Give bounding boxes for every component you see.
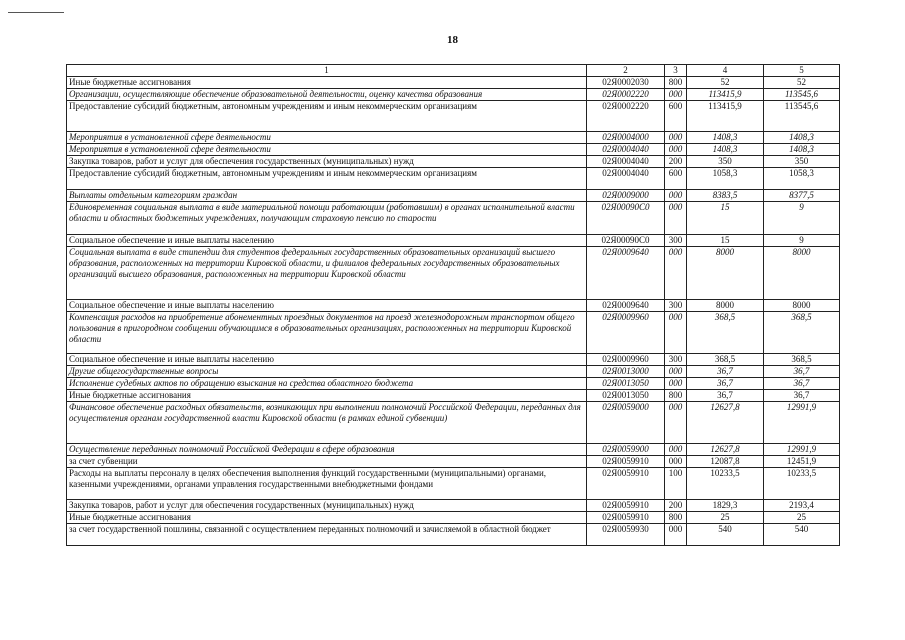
row-value-2-cell: 25 bbox=[764, 512, 840, 524]
row-code-cell: 02Я0004000 bbox=[587, 132, 665, 144]
row-type-cell: 000 bbox=[665, 402, 687, 444]
row-type-cell: 000 bbox=[665, 144, 687, 156]
row-value-2-cell: 1058,3 bbox=[764, 168, 840, 190]
table-row bbox=[67, 156, 840, 168]
row-type-cell: 100 bbox=[665, 468, 687, 500]
page-number: 18 bbox=[447, 34, 458, 46]
top-rule bbox=[8, 12, 64, 13]
row-value-2-cell: 1408,3 bbox=[764, 132, 840, 144]
row-name-cell: Мероприятия в установленной сфере деятельности bbox=[67, 144, 587, 156]
row-type-cell: 800 bbox=[665, 77, 687, 89]
table-row bbox=[67, 354, 840, 366]
row-value-2-cell: 8377,5 bbox=[764, 190, 840, 202]
row-value-1-cell: 1408,3 bbox=[687, 132, 764, 144]
budget-table bbox=[66, 64, 840, 546]
row-value-1-cell: 368,5 bbox=[687, 312, 764, 354]
row-value-2-cell: 113545,6 bbox=[764, 101, 840, 132]
header-cell-code: 2 bbox=[587, 65, 665, 77]
header-cell-value-1: 4 bbox=[687, 65, 764, 77]
table-row bbox=[67, 300, 840, 312]
row-code-cell: 02Я0059000 bbox=[587, 402, 665, 444]
row-name-cell: Расходы на выплаты персоналу в целях обеспечения выполнения функций государственными (муниципальными) органами, казенными учреждениями, органами управления государственными внебюджетными фондами bbox=[67, 468, 587, 500]
row-value-2-cell: 9 bbox=[764, 202, 840, 235]
table-row bbox=[67, 512, 840, 524]
row-value-1-cell: 1058,3 bbox=[687, 168, 764, 190]
row-name-cell: Социальная выплата в виде стипендии для студентов федеральных государственных образовательных организаций высшего образования, расположенных на территории Кировской области, и филиалов федеральных государственных образовательных организаций высшего образования, расположенных на территории Кировской области bbox=[67, 247, 587, 300]
row-value-2-cell: 36,7 bbox=[764, 390, 840, 402]
row-value-2-cell: 10233,5 bbox=[764, 468, 840, 500]
row-value-2-cell: 368,5 bbox=[764, 354, 840, 366]
row-name-cell: Закупка товаров, работ и услуг для обеспечения государственных (муниципальных) нужд bbox=[67, 500, 587, 512]
row-code-cell: 02Я0059930 bbox=[587, 524, 665, 546]
row-type-cell: 000 bbox=[665, 524, 687, 546]
row-code-cell: 02Я0059910 bbox=[587, 512, 665, 524]
row-code-cell: 02Я0059910 bbox=[587, 468, 665, 500]
row-type-cell: 300 bbox=[665, 354, 687, 366]
row-value-1-cell: 540 bbox=[687, 524, 764, 546]
row-name-cell: Иные бюджетные ассигнования bbox=[67, 77, 587, 89]
row-code-cell: 02Я0059910 bbox=[587, 500, 665, 512]
table-row bbox=[67, 456, 840, 468]
table-row bbox=[67, 402, 840, 444]
row-type-cell: 000 bbox=[665, 366, 687, 378]
row-type-cell: 000 bbox=[665, 444, 687, 456]
row-type-cell: 600 bbox=[665, 168, 687, 190]
row-code-cell: 02Я0013050 bbox=[587, 378, 665, 390]
row-name-cell: Иные бюджетные ассигнования bbox=[67, 512, 587, 524]
table-row bbox=[67, 312, 840, 354]
row-value-1-cell: 8000 bbox=[687, 300, 764, 312]
row-type-cell: 000 bbox=[665, 89, 687, 101]
row-code-cell: 02Я0002220 bbox=[587, 89, 665, 101]
row-value-2-cell: 113545,6 bbox=[764, 89, 840, 101]
row-type-cell: 200 bbox=[665, 156, 687, 168]
row-name-cell: Социальное обеспечение и иные выплаты населению bbox=[67, 235, 587, 247]
row-value-1-cell: 12627,8 bbox=[687, 402, 764, 444]
table-row bbox=[67, 132, 840, 144]
row-type-cell: 300 bbox=[665, 300, 687, 312]
row-code-cell: 02Я0009000 bbox=[587, 190, 665, 202]
row-value-2-cell: 1408,3 bbox=[764, 144, 840, 156]
row-value-1-cell: 36,7 bbox=[687, 390, 764, 402]
table-row bbox=[67, 390, 840, 402]
row-value-1-cell: 350 bbox=[687, 156, 764, 168]
row-value-2-cell: 12451,9 bbox=[764, 456, 840, 468]
row-code-cell: 02Я0013050 bbox=[587, 390, 665, 402]
row-name-cell: Предоставление субсидий бюджетным, автономным учреждениям и иным некоммерческим организациям bbox=[67, 101, 587, 132]
row-value-1-cell: 52 bbox=[687, 77, 764, 89]
row-value-2-cell: 9 bbox=[764, 235, 840, 247]
row-value-2-cell: 36,7 bbox=[764, 366, 840, 378]
row-value-1-cell: 368,5 bbox=[687, 354, 764, 366]
row-value-1-cell: 12087,8 bbox=[687, 456, 764, 468]
table-row bbox=[67, 366, 840, 378]
row-value-2-cell: 350 bbox=[764, 156, 840, 168]
row-type-cell: 000 bbox=[665, 190, 687, 202]
row-code-cell: 02Я0009960 bbox=[587, 312, 665, 354]
header-cell-type: 3 bbox=[665, 65, 687, 77]
table-row bbox=[67, 524, 840, 546]
table-row bbox=[67, 235, 840, 247]
row-value-1-cell: 15 bbox=[687, 202, 764, 235]
row-name-cell: Финансовое обеспечение расходных обязательств, возникающих при выполнении полномочий Российской Федерации, переданных для осуществления органам государственной власти Кировской области (в рамках единой субвенции) bbox=[67, 402, 587, 444]
row-value-2-cell: 8000 bbox=[764, 300, 840, 312]
row-type-cell: 000 bbox=[665, 132, 687, 144]
row-code-cell: 02Я0002220 bbox=[587, 101, 665, 132]
row-code-cell: 02Я00090С0 bbox=[587, 235, 665, 247]
row-type-cell: 200 bbox=[665, 500, 687, 512]
row-value-1-cell: 15 bbox=[687, 235, 764, 247]
row-name-cell: Другие общегосударственные вопросы bbox=[67, 366, 587, 378]
row-value-1-cell: 25 bbox=[687, 512, 764, 524]
row-name-cell: Иные бюджетные ассигнования bbox=[67, 390, 587, 402]
row-value-2-cell: 2193,4 bbox=[764, 500, 840, 512]
row-name-cell: Компенсация расходов на приобретение абонементных проездных документов на проезд железнодорожным транспортом общего пользования в пригородном сообщении обучающимся в образовательных организациях, расположенных на территории Кировской области bbox=[67, 312, 587, 354]
row-type-cell: 000 bbox=[665, 312, 687, 354]
row-value-2-cell: 8000 bbox=[764, 247, 840, 300]
row-type-cell: 300 bbox=[665, 235, 687, 247]
row-code-cell: 02Я0009640 bbox=[587, 300, 665, 312]
row-value-2-cell: 368,5 bbox=[764, 312, 840, 354]
row-name-cell: Социальное обеспечение и иные выплаты населению bbox=[67, 300, 587, 312]
row-value-1-cell: 8383,5 bbox=[687, 190, 764, 202]
row-name-cell: за счет государственной пошлины, связанной с осуществлением переданных полномочий и зачисляемой в областной бюджет bbox=[67, 524, 587, 546]
table-row bbox=[67, 190, 840, 202]
row-type-cell: 600 bbox=[665, 101, 687, 132]
row-value-1-cell: 8000 bbox=[687, 247, 764, 300]
table-row bbox=[67, 468, 840, 500]
table-row bbox=[67, 101, 840, 132]
table-row bbox=[67, 247, 840, 300]
row-value-2-cell: 52 bbox=[764, 77, 840, 89]
row-code-cell: 02Я00090С0 bbox=[587, 202, 665, 235]
row-type-cell: 000 bbox=[665, 202, 687, 235]
row-code-cell: 02Я0059910 bbox=[587, 456, 665, 468]
header-cell-value-2: 5 bbox=[764, 65, 840, 77]
row-code-cell: 02Я0002030 bbox=[587, 77, 665, 89]
table-row bbox=[67, 378, 840, 390]
row-value-1-cell: 10233,5 bbox=[687, 468, 764, 500]
row-name-cell: Закупка товаров, работ и услуг для обеспечения государственных (муниципальных) нужд bbox=[67, 156, 587, 168]
row-value-1-cell: 1408,3 bbox=[687, 144, 764, 156]
row-name-cell: Предоставление субсидий бюджетным, автономным учреждениям и иным некоммерческим организациям bbox=[67, 168, 587, 190]
row-code-cell: 02Я0004040 bbox=[587, 144, 665, 156]
row-type-cell: 000 bbox=[665, 247, 687, 300]
header-row bbox=[67, 65, 840, 77]
row-type-cell: 000 bbox=[665, 378, 687, 390]
row-value-2-cell: 12991,9 bbox=[764, 444, 840, 456]
row-value-1-cell: 113415,9 bbox=[687, 101, 764, 132]
row-name-cell: Социальное обеспечение и иные выплаты населению bbox=[67, 354, 587, 366]
table-row bbox=[67, 500, 840, 512]
row-type-cell: 800 bbox=[665, 390, 687, 402]
header-cell-name: 1 bbox=[67, 65, 587, 77]
row-code-cell: 02Я0004040 bbox=[587, 168, 665, 190]
row-code-cell: 02Я0009960 bbox=[587, 354, 665, 366]
row-name-cell: Выплаты отдельным категориям граждан bbox=[67, 190, 587, 202]
row-value-1-cell: 12627,8 bbox=[687, 444, 764, 456]
row-code-cell: 02Я0004040 bbox=[587, 156, 665, 168]
row-code-cell: 02Я0009640 bbox=[587, 247, 665, 300]
row-value-2-cell: 36,7 bbox=[764, 378, 840, 390]
table-row bbox=[67, 168, 840, 190]
row-value-1-cell: 36,7 bbox=[687, 378, 764, 390]
table-row bbox=[67, 144, 840, 156]
table-row bbox=[67, 444, 840, 456]
table-row bbox=[67, 202, 840, 235]
row-name-cell: Единовременная социальная выплата в виде материальной помощи работающим (работавшим) в органах исполнительной власти области и областных бюджетных учреждениях, получающим страховую пенсию по старости bbox=[67, 202, 587, 235]
row-value-2-cell: 540 bbox=[764, 524, 840, 546]
row-code-cell: 02Я0013000 bbox=[587, 366, 665, 378]
table-row bbox=[67, 89, 840, 101]
row-value-1-cell: 1829,3 bbox=[687, 500, 764, 512]
row-type-cell: 000 bbox=[665, 456, 687, 468]
row-type-cell: 800 bbox=[665, 512, 687, 524]
row-code-cell: 02Я0059900 bbox=[587, 444, 665, 456]
row-name-cell: Организации, осуществляющие обеспечение образовательной деятельности, оценку качества образования bbox=[67, 89, 587, 101]
table-row bbox=[67, 77, 840, 89]
row-name-cell: Осуществление переданных полномочий Российской Федерации в сфере образования bbox=[67, 444, 587, 456]
row-value-1-cell: 113415,9 bbox=[687, 89, 764, 101]
row-name-cell: Исполнение судебных актов по обращению взыскания на средства областного бюджета bbox=[67, 378, 587, 390]
row-value-1-cell: 36,7 bbox=[687, 366, 764, 378]
row-value-2-cell: 12991,9 bbox=[764, 402, 840, 444]
row-name-cell: за счет субвенции bbox=[67, 456, 587, 468]
row-name-cell: Мероприятия в установленной сфере деятельности bbox=[67, 132, 587, 144]
